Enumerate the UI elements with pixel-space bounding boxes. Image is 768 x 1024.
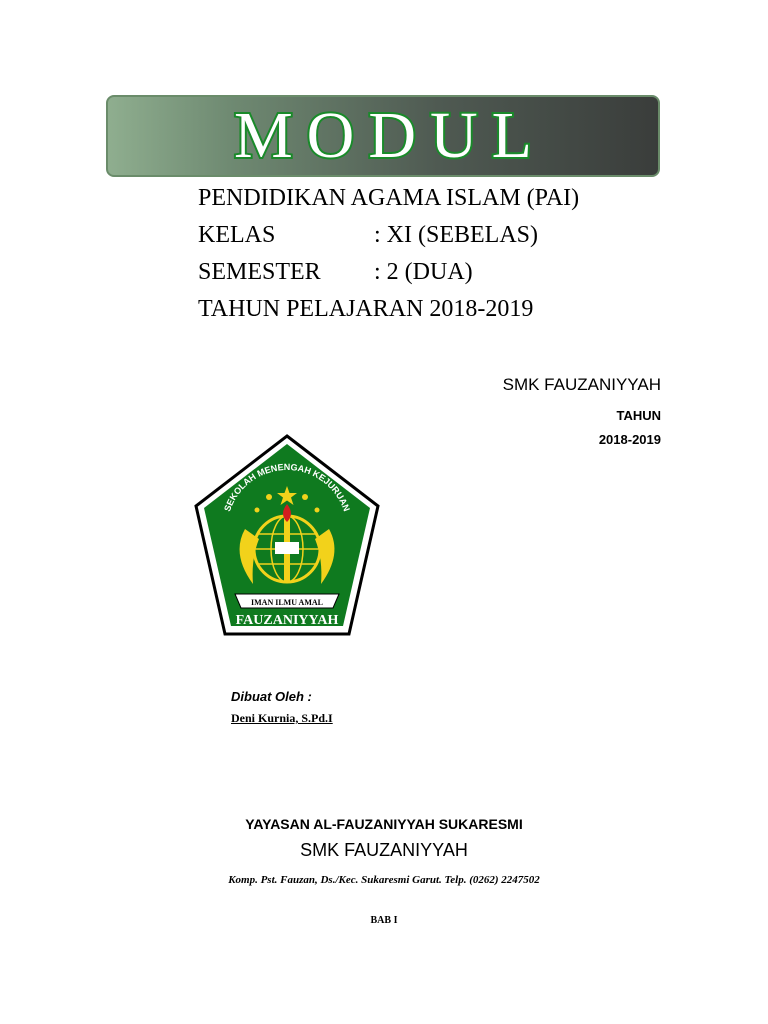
class-line xyxy=(198,217,579,254)
year-line: TAHUN PELAJARAN 2018-2019 xyxy=(198,296,534,322)
modul-banner xyxy=(106,95,660,177)
foundation-name: YAYASAN AL-FAUZANIYYAH SUKARESMI xyxy=(245,816,523,832)
school-logo xyxy=(193,434,381,640)
footer-address: Komp. Pst. Fauzan, Ds./Kec. Sukaresmi Garut. Telp. (0262) 2247502 xyxy=(228,874,540,886)
class-value: : XI (SEBELAS) xyxy=(374,222,538,248)
author-name: Deni Kurnia, S.Pd.I xyxy=(231,711,333,725)
made-by-label: Dibuat Oleh : xyxy=(231,689,312,704)
school-name-right: SMK FAUZANIYYAH xyxy=(502,375,661,394)
logo-arc-text: SEKOLAH MENENGAH KEJURUAN xyxy=(222,461,352,513)
subject-line: PENDIDIKAN AGAMA ISLAM (PAI) xyxy=(198,185,580,211)
logo-name: FAUZANIYYAH xyxy=(235,613,339,628)
semester-value: : 2 (DUA) xyxy=(374,259,473,285)
school-year-value: 2018-2019 xyxy=(598,432,661,447)
class-label: KELAS xyxy=(198,222,276,248)
chapter-label: BAB I xyxy=(370,915,398,926)
semester-label: SEMESTER xyxy=(198,259,321,285)
logo-ribbon-text: IMAN ILMU AMAL xyxy=(251,598,323,607)
banner-title: MODUL xyxy=(234,99,546,172)
logo-book xyxy=(275,542,299,554)
course-info xyxy=(198,180,579,328)
school-year-label: TAHUN xyxy=(616,408,661,423)
semester-line xyxy=(198,254,579,291)
footer-school-name: SMK FAUZANIYYAH xyxy=(300,840,468,860)
